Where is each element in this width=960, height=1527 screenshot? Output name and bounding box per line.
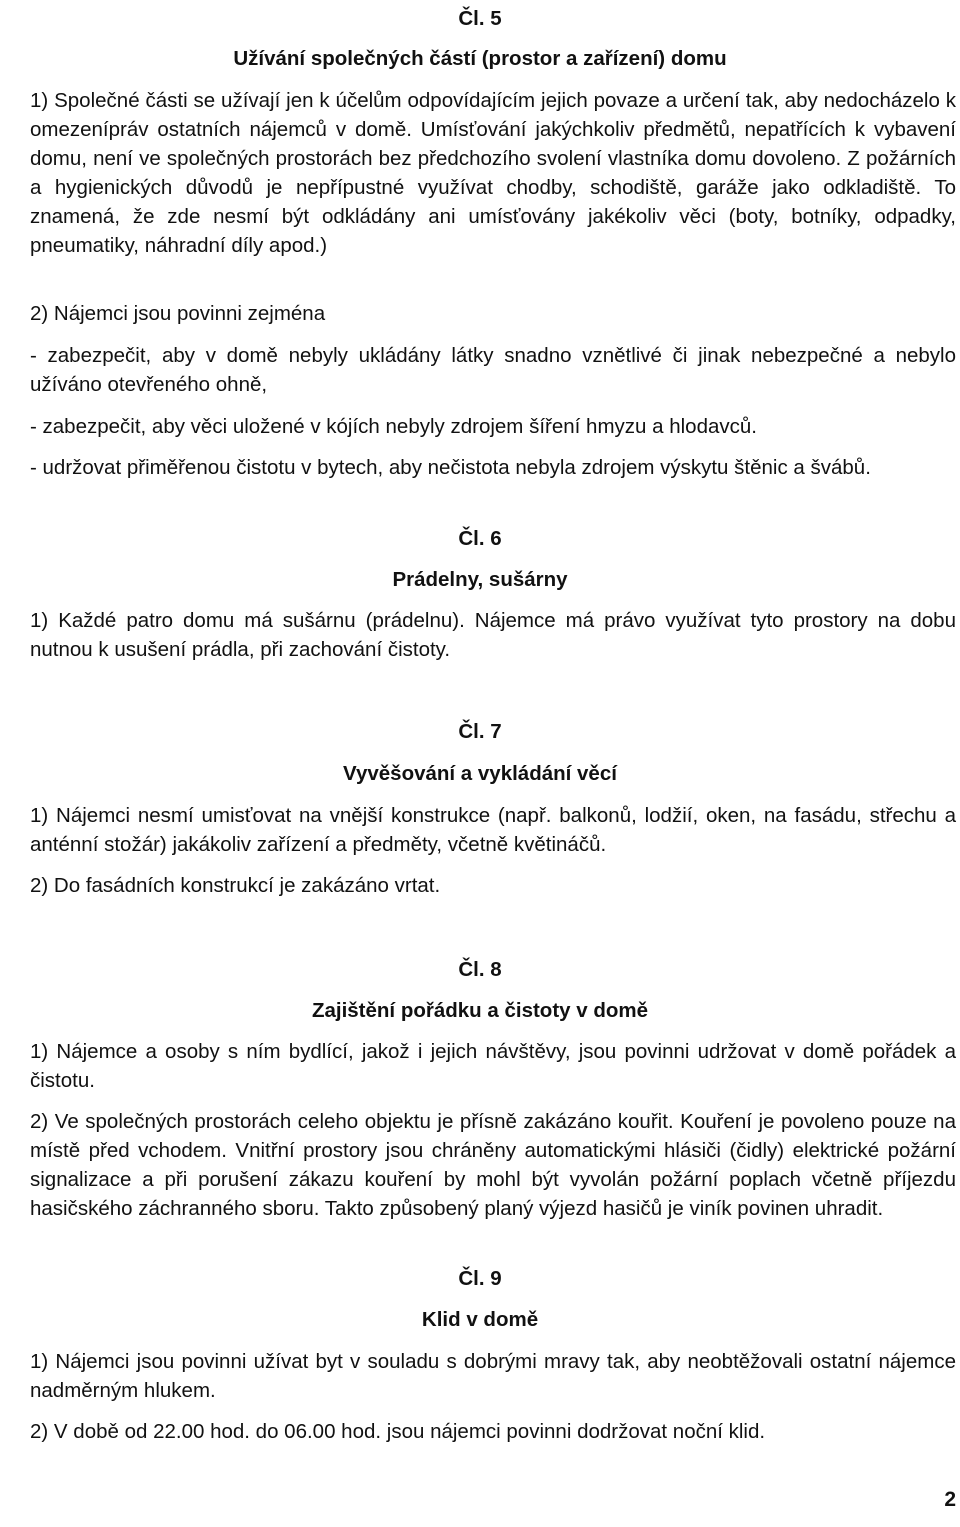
article-5-bullet-2: - zabezpečit, aby věci uložené v kójích nebyly zdrojem šíření hmyzu a hlodavců.: [30, 415, 757, 438]
article-7-number: Čl. 7: [458, 720, 502, 743]
article-5-bullet-1: - zabezpečit, aby v domě nebyly ukládány látky snadno vznětlivé či jinak nebezpečné a nebylo užíváno otevřeného ohně,: [30, 344, 956, 396]
article-5-paragraph-1: 1) Společné části se užívají jen k účelům odpovídajícím jejich povaze a určení tak, aby nedocházelo k omezenípráv ostatních nájemců v domě. Umísťování jakýchkoliv předmětů, nepatřících k vybavení domu, není ve společných prostorách bez předchozího svolení vlastníka domu dovoleno. Z požárních a hygienických důvodů je nepřípustné využívat chodby, schodiště, garáže jako odkladiště. To znamená, že zde nesmí být odkládány ani umísťovány jakékoliv věci (boty, botníky, odpadky, pneumatiky, náhradní díly apod.): [30, 89, 956, 257]
article-5-title: Užívání společných částí (prostor a zařízení) domu: [233, 47, 727, 70]
article-9-number: Čl. 9: [458, 1267, 502, 1290]
article-7-paragraph-1: 1) Nájemci nesmí umisťovat na vnější konstrukce (např. balkonů, lodžií, oken, na fasádu, střechu a anténní stožár) jakákoliv zařízení a předměty, včetně květináčů.: [30, 804, 956, 856]
article-7-title: Vyvěšování a vykládání věcí: [343, 762, 617, 785]
article-8-title: Zajištění pořádku a čistoty v domě: [311, 999, 649, 1022]
article-6-title: Prádelny, sušárny: [392, 568, 568, 591]
article-9-paragraph-1: 1) Nájemci jsou povinni užívat byt v souladu s dobrými mravy tak, aby neobtěžovali ostatní nájemce nadměrným hlukem.: [30, 1350, 956, 1402]
article-5-paragraph-2: 2) Nájemci jsou povinni zejména: [30, 302, 326, 325]
article-6-paragraph-1: 1) Každé patro domu má sušárnu (prádelnu). Nájemce má právo využívat tyto prostory na dobu nutnou k usušení prádla, při zachování čistoty.: [30, 609, 956, 661]
article-7-paragraph-2: 2) Do fasádních konstrukcí je zakázáno vrtat.: [30, 874, 441, 897]
article-8-paragraph-1: 1) Nájemce a osoby s ním bydlící, jakož i jejich návštěvy, jsou povinni udržovat v domě pořádek a čistotu.: [30, 1040, 956, 1092]
article-5-number: Čl. 5: [458, 7, 502, 30]
article-8-paragraph-2: 2) Ve společných prostorách celeho objektu je přísně zakázáno kouřit. Kouření je povoleno pouze na místě před vchodem. Vnitřní prostory jsou chráněny automatickými hlásiči (čidly) elektrické požární signalizace a při porušení zákazu kouření by mohl být vyvolán požární poplach včetně příjezdu hasičského záchranného sboru. Takto způsobený planý výjezd hasičů je viník povinen uhradit.: [30, 1110, 956, 1220]
article-6-number: Čl. 6: [458, 527, 502, 550]
article-8-number: Čl. 8: [458, 958, 502, 981]
article-9-title: Klid v domě: [421, 1308, 539, 1331]
page-number: 2: [944, 1488, 956, 1511]
article-9-paragraph-2: 2) V době od 22.00 hod. do 06.00 hod. jsou nájemci povinni dodržovat noční klid.: [30, 1420, 766, 1443]
article-5-bullet-3: - udržovat přiměřenou čistotu v bytech, aby nečistota nebyla zdrojem výskytu štěnic a švábů.: [30, 456, 871, 479]
